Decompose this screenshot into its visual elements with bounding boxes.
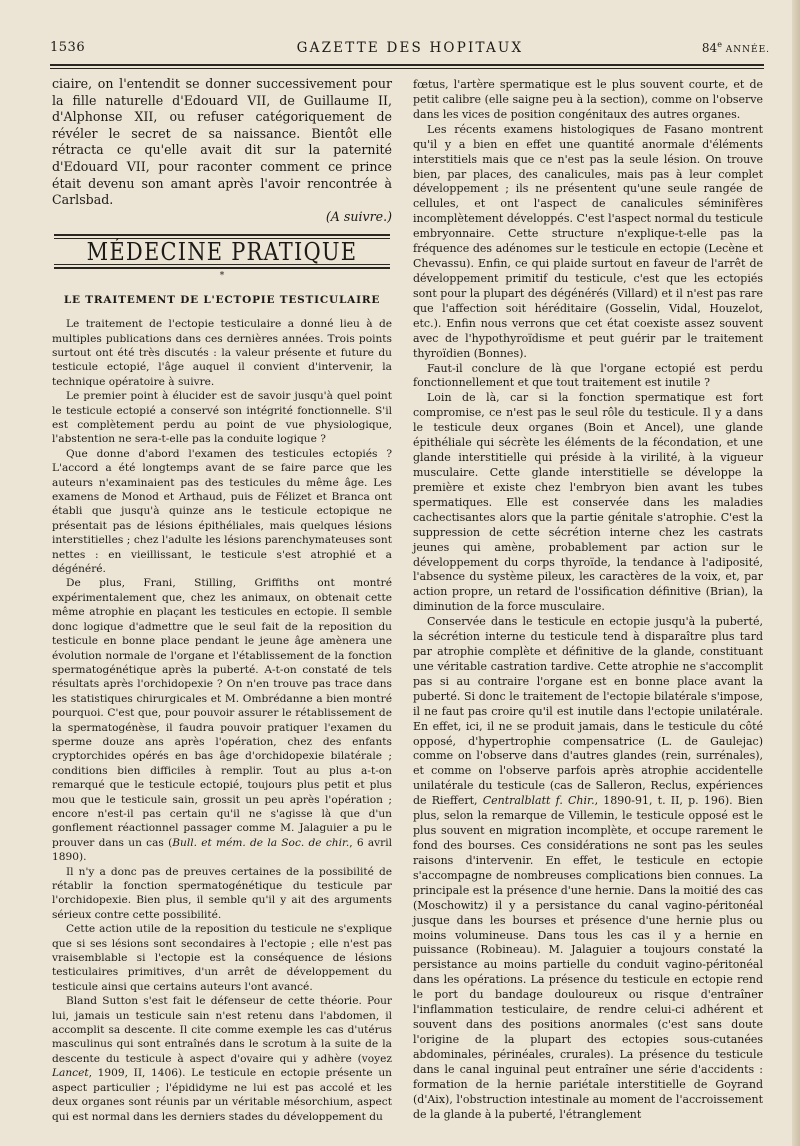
paragraph: Que donne d'abord l'examen des testicules ectopiés ? L'accord a été longtemps avant de se faire parce que les auteurs n'examinaient pas des testicules du même âge. Les examens de Monod et Arthaud, puis de Félizet et Branca ont établi que jusqu'à quinze ans le testicule ectopique ne présentait pas de lésions épithéliales, mais quelques lésions interstitielles ; chez l'adulte les lésions parenchymateuses sont nettes : en vieillissant, le testicule s'est atrophié et a dégénéré. bbox=[52, 447, 392, 576]
ornament: * bbox=[219, 270, 225, 281]
page-edge bbox=[792, 0, 800, 1146]
paragraph: Les récents examens histologiques de Fasano montrent qu'il y a bien en effet une quantité anormale d'éléments interstitiels mais que ce n'est pas la seule lésion. On trouve bien, par places, des canalicules, mais pas à leur complet développement ; ils ne présentent qu'une seule rangée de cellules, et ont l'aspect de canalicules séminifères incomplètement développés. C'est l'aspect normal du testicule embryonnaire. Cette structure n'explique-t-elle pas la fréquence des adénomes sur le testicule en ectopie (Lecène et Chevassu). Enfin, ce qui plaide surtout en faveur de l'arrêt de développement primitif du testicule, c'est que les ectopiés sont pour la plupart des dégénérés (Villard) et il n'est pas rare que l'affection soit héréditaire (Gosselin, Vidal, Houzelot, etc.). Enfin nous verrons que cet état coexiste assez souvent avec de l'hypothyroïdisme et peut guérir par le traitement thyroïdien (Bonnes). bbox=[413, 122, 763, 360]
paragraph: De plus, Frani, Stilling, Griffiths ont montré expérimentalement que, chez les animaux, on obtenait cette même atrophie en plaçant les testicules en ectopie. Il semble donc logique d'admettre que le seul fait de la reposition du testicule en bonne place pendant le jeune âge amènera une évolution normale de l'organe et l'établissement de la fonction spermatogénétique après la puberté. A-t-on constaté de tels résultats après l'orchidopexie ? On n'en trouve pas trace dans les statistiques chirurgicales et M. Ombrédanne a bien montré pourquoi. C'est que, pour pouvoir assurer le rétablissement de la spermatogénèse, il faudra pouvoir pratiquer l'examen du sperme douze ans après l'opération, chez des enfants cryptorchides opérés en bas âge d'orchidopexie bilatérale ; conditions bien difficiles à remplir. Tout au plus a-t-on remarqué que le testicule ectopié, toujours plus petit et plus mou que le testicule sain, grossit un peu après l'opération ; encore n'est-il pas certain qu'il ne s'agisse là que d'un gonflement réactionnel passager comme M. Jalaguier a pu le prouver dans un cas (Bull. et mém. de la Soc. de chir., 6 avril 1890). bbox=[52, 577, 393, 864]
header-rule bbox=[50, 64, 764, 66]
header-rule-thin bbox=[50, 68, 764, 69]
volume-year: 84e ANNÉE. bbox=[701, 40, 770, 55]
paragraph: Il n'y a donc pas de preuves certaines de la possibilité de rétablir la fonction spermatogénétique du testicule par l'orchidopexie. Bien plus, il semble qu'il y ait des arguments sérieux contre cette possibilité. bbox=[52, 865, 392, 921]
section-rule bbox=[54, 234, 390, 236]
left-column bbox=[52, 76, 392, 1124]
paragraph: Conservée dans le testicule en ectopie jusqu'à la puberté, la sécrétion interne du testicule tend à disparaître plus tard par atrophie complète et définitive de la glande, constituant une véritable castration tardive. Cette atrophie ne s'accomplit pas si au contraire l'organe est en bonne place avant la puberté. Si donc le traitement de l'ectopie bilatérale s'impose, il ne faut pas croire qu'il est inutile dans l'ectopie unilatérale. En effet, ici, il ne se produit jamais, dans le testicule du côté opposé, d'hypertrophie compensatrice (L. de Gaulejac) comme on l'observe dans d'autres glandes (rein, surrénales), et comme on l'observe parfois après atrophie accidentelle unilatérale du testicule (cas de Salleron, Reclus, expériences de Rieffert, Centralblatt f. Chir., 1890-91, t. II, p. 196). Bien plus, selon la remarque de Villemin, le testicule opposé est le plus souvent en migration incomplète, et occupe rarement le fond des bourses. Ces considérations ne sont pas les seules raisons d'intervenir. En effet, le testicule en ectopie s'accompagne de nombreuses complications bien connues. La principale est la présence d'une hernie. Dans la moitié des cas (Moschowitz) il y a persistance du canal vagino-péritonéal jusque dans les bourses et présence d'une hernie plus ou moins volumineuse. Dans tous les cas il y a hernie en puissance (Robineau). M. Jalaguier a toujours constaté la persistance au moins partielle du conduit vagino-péritonéal dans les opérations. La présence du testicule en ectopie rend le port du bandage douloureux ou risque d'entraîner l'inflammation testiculaire, de rendre celui-ci adhérent et souvent dans des positions anormales (c'est sans doute l'origine de la plupart des ectopies sous-cutanées abdominales, périnéales, crurales). La présence du testicule dans le canal inguinal peut entraîner une série d'accidents : formation de la hernie pariétale interstitielle de Goyrand (d'Aix), l'obstruction intestinale au moment de l'accroissement de la glande à la puberté, l'étranglement bbox=[413, 615, 763, 1121]
to-be-continued: (A suivre.) bbox=[325, 208, 392, 224]
paragraph: fœtus, l'artère spermatique est le plus souvent courte, et de petit calibre (elle saigne peu à la section), comme on l'observe dans les vices de position congénitaux des autres organes. bbox=[413, 78, 763, 121]
serial-continuation: ciaire, on l'entendit se donner successivement pour la fille naturelle d'Edouard VII, de Guillaume II, d'Alphonse XII, ou refuser catégoriquement de révéler le secret de sa naissance. Bientôt elle rétracta ce qu'elle avait dit sur la paternité d'Edouard VII, pour raconter comment ce prince était devenu son amant après l'avoir rencontrée à Carlsbad. (A suivre.) bbox=[52, 76, 392, 224]
paragraph: Loin de là, car si la fonction spermatique est fort compromise, ce n'est pas le seul rôle du testicule. Il y a dans le testicule deux organes (Boin et Ancel), une glande épithéliale qui sécrète les éléments de la fécondation, et une glande interstitielle qui préside à la virilité, à la vigueur musculaire. Cette glande interstitielle se développe la première et existe chez l'embryon bien avant les tubes spermatiques. Elle est conservée dans les maladies cachectisantes alors que la partie génitale s'atrophie. C'est la suppression de cette sécrétion interne chez les castrats jeunes qui amène, probablement par action sur le développement du corps thyroïde, la tendance à l'adiposité, l'absence du système pileux, les caractères de la voix, et, par action propre, un retard de l'ossification définitive (Brian), la diminution de la force musculaire. bbox=[413, 391, 763, 614]
article-title: LE TRAITEMENT DE L'ECTOPIE TESTICULAIRE bbox=[63, 293, 381, 306]
section-rule bbox=[54, 267, 390, 269]
section-title: MÉDECINE PRATIQUE bbox=[86, 238, 358, 267]
page-number: 1536 bbox=[50, 40, 86, 55]
paragraph: Le premier point à élucider est de savoir jusqu'à quel point le testicule ectopié a conservé son intégrité fonctionnelle. S'il est complètement perdu au point de vue physiologique, l'abstention ne sera-t-elle pas la conduite logique ? bbox=[52, 390, 392, 446]
right-column bbox=[413, 78, 763, 1123]
paragraph: Le traitement de l'ectopie testiculaire a donné lieu à de multiples publications dans ces dernières années. Trois points surtout ont été très discutés : la valeur présente et future du testicule ectopié, l'âge auquel il convient d'intervenir, la technique opératoire à suivre. bbox=[52, 318, 392, 388]
journal-title: GAZETTE DES HOPITAUX bbox=[296, 40, 524, 56]
paragraph: Faut-il conclure de là que l'organe ectopié est perdu fonctionnellement et que tout traitement est inutile ? bbox=[413, 361, 763, 390]
running-header bbox=[50, 40, 770, 60]
paragraph: Bland Sutton s'est fait le défenseur de cette théorie. Pour lui, jamais un testicule sain n'est retenu dans l'abdomen, il accomplit sa descente. Il cite comme exemple les cas d'utérus masculinus qui sont entraînés dans le scrotum à la suite de la descente du testicule à aspect d'ovaire qui y adhère (voyez Lancet, 1909, II, 1406). Le testicule en ectopie présente un aspect particulier ; l'épididyme ne lui est pas accolé et les deux organes sont réunis par un véritable mésorchium, aspect qui est normal dans les derniers stades du développement du bbox=[52, 995, 392, 1123]
paragraph: Cette action utile de la reposition du testicule ne s'explique que si ses lésions sont secondaires à l'ectopie ; elle n'est pas vraisemblable si l'ectopie est la conséquence de lésions testiculaires primitives, d'un arrêt de développement du testicule ainsi que certains auteurs l'ont avancé. bbox=[52, 923, 392, 993]
